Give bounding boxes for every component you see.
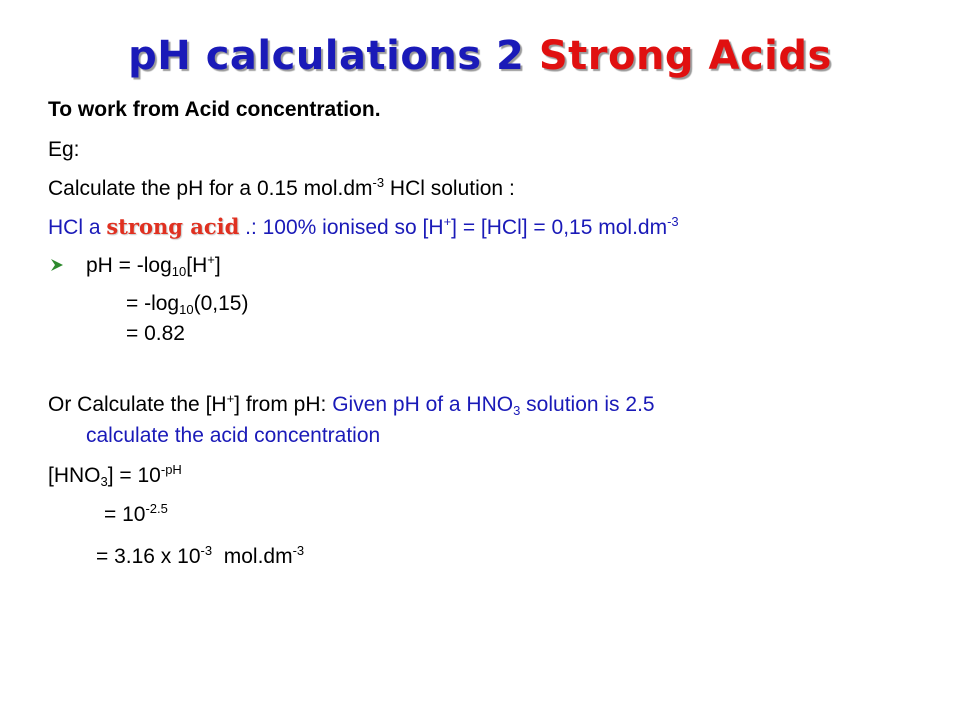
title-part-1: pH calculations 2 xyxy=(128,33,525,79)
from-ph-line xyxy=(48,392,655,417)
ph-l1-sub: 10 xyxy=(171,264,187,279)
hno3-l3-mid: mol.dm xyxy=(212,545,293,568)
hno3-l1-exp: -pH xyxy=(160,462,182,477)
ph-l1-end: ] xyxy=(214,254,221,277)
calc-text: Calculate the pH for a 0.15 mol.dm xyxy=(48,177,373,200)
ph-line-3: = 0.82 xyxy=(126,322,185,345)
ph-line-1 xyxy=(86,253,221,278)
hcl-mid: .: 100% ionised so [H xyxy=(239,216,444,239)
eg-label: Eg: xyxy=(48,138,80,161)
ph-l2-pre: = -log xyxy=(126,292,180,315)
ph-line-2 xyxy=(126,291,248,316)
given-sub: 3 xyxy=(513,403,521,418)
hno3-l1-mid: ] = 10 xyxy=(107,464,161,487)
arrow-bullet-icon xyxy=(50,258,64,272)
hno3-l2-pre: = 10 xyxy=(104,503,146,526)
title-part-2: Strong Acids xyxy=(538,33,832,79)
slide-title xyxy=(0,33,960,79)
hno3-l2-exp: -2.5 xyxy=(145,501,168,516)
intro-text: To work from Acid concentration. xyxy=(48,98,381,121)
hcl-post: ] = [HCl] = 0,15 mol.dm xyxy=(451,216,668,239)
hcl-exponent: -3 xyxy=(667,214,679,229)
hno3-l3-pre: = 3.16 x 10 xyxy=(96,545,201,568)
hno3-l3-exp: -3 xyxy=(200,543,213,558)
from-ph-line-2: calculate the acid concentration xyxy=(86,424,381,447)
given-text: Given pH of a HNO xyxy=(332,393,514,416)
ph-l2-sub: 10 xyxy=(179,302,194,317)
hcl-pre: HCl a xyxy=(48,216,107,239)
calc-end: HCl solution : xyxy=(384,177,515,200)
hcl-plus: + xyxy=(443,214,452,229)
hno3-line-3 xyxy=(96,544,304,569)
hno3-l1-pre: [HNO xyxy=(48,464,101,487)
ph-l1-mid: [H xyxy=(186,254,208,277)
ph-l1-pre: pH = -log xyxy=(86,254,172,277)
hno3-l1-sub: 3 xyxy=(100,474,108,489)
calc-exponent: -3 xyxy=(372,175,385,190)
hno3-line-1 xyxy=(48,463,182,488)
ph-l1-plus: + xyxy=(207,252,215,267)
hno3-line-2 xyxy=(104,502,168,527)
from-ph-mid: ] from pH: xyxy=(234,393,333,416)
strong-acid-label: strong acid xyxy=(106,214,240,239)
given-end: solution is 2.5 xyxy=(520,393,655,416)
calculate-line xyxy=(48,176,515,201)
hcl-line xyxy=(48,214,679,240)
ph-l2-end: (0,15) xyxy=(193,292,249,315)
from-ph-plus: + xyxy=(226,391,235,406)
hno3-l3-exp2: -3 xyxy=(292,543,305,558)
from-ph-pre: Or Calculate the [H xyxy=(48,393,227,416)
